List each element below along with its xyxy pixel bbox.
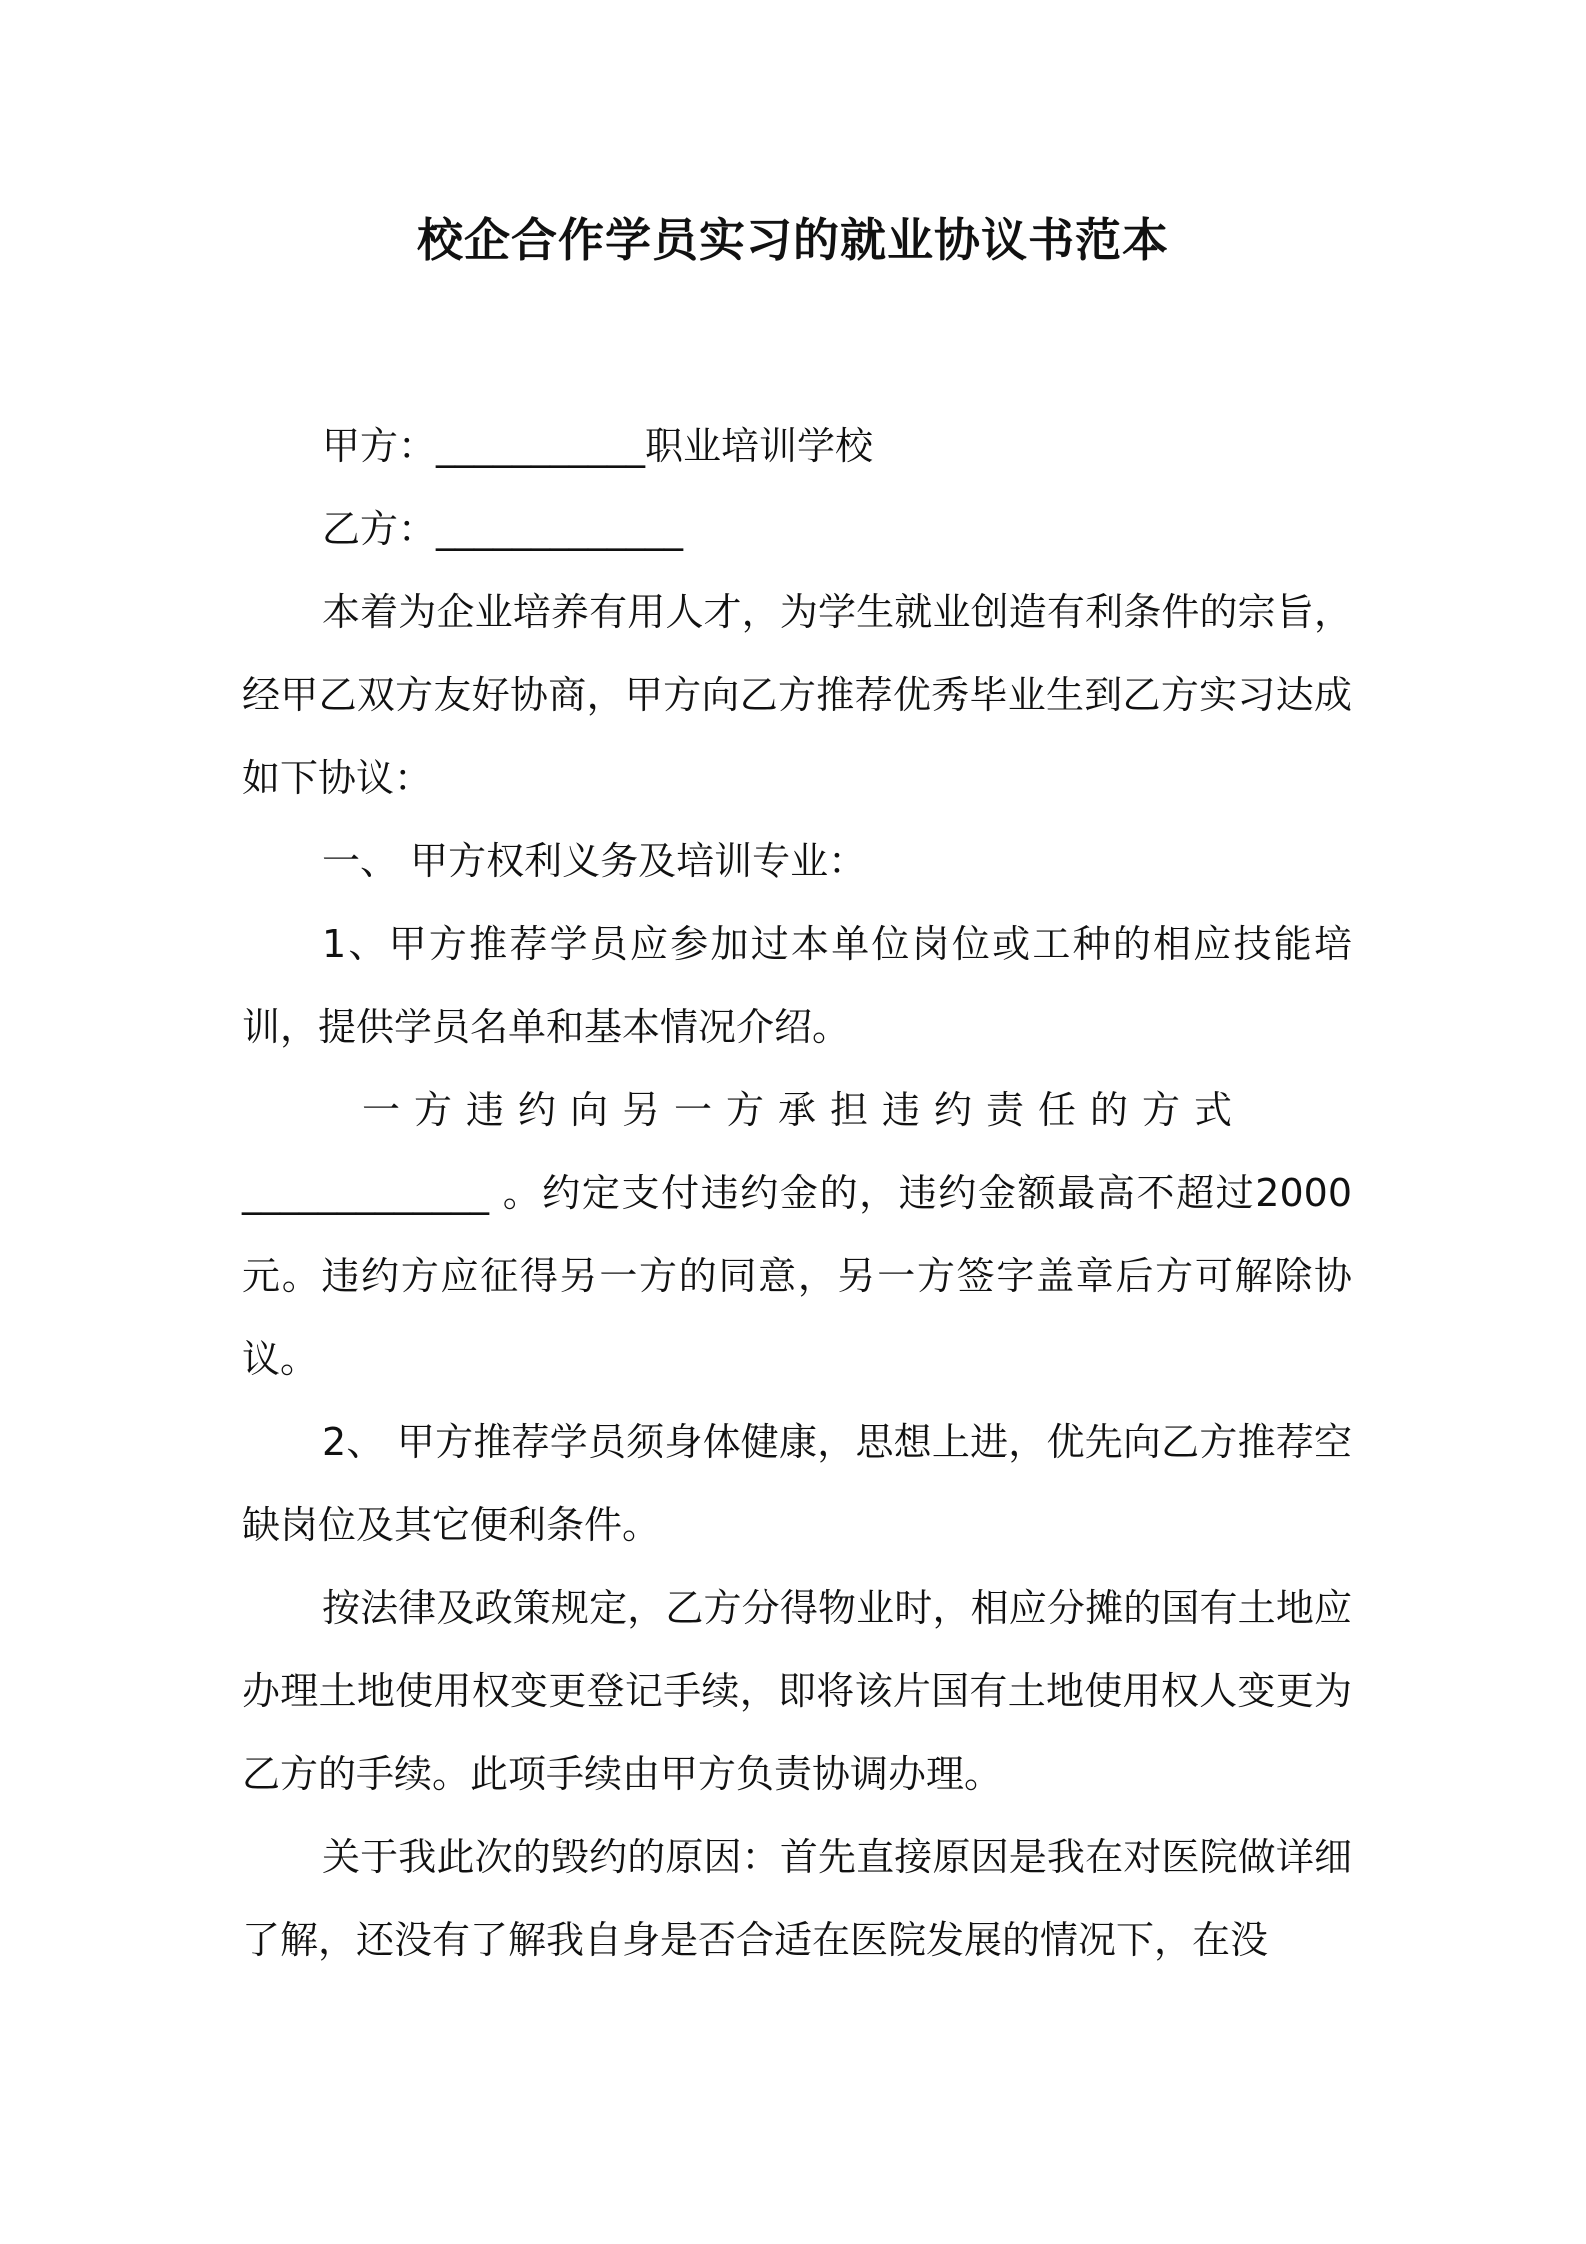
reason-paragraph: 关于我此次的毁约的原因：首先直接原因是我在对医院做详细了解，还没有了解我自身是否合适在医院发展的情况下，在没 (242, 1835, 1352, 1962)
clause-2: 2、 甲方推荐学员须身体健康，思想上进，优先向乙方推荐空缺岗位及其它便利条件。 (242, 1420, 1352, 1547)
intro-paragraph: 本着为企业培养有用人才，为学生就业创造有利条件的宗旨，经甲乙双方友好协商，甲方向乙方推荐优秀毕业生到乙方实习达成如下协议： (242, 590, 1352, 800)
land-paragraph: 按法律及政策规定，乙方分得物业时，相应分摊的国有土地应办理土地使用权变更登记手续，即将该片国有土地使用权人变更为乙方的手续。此项手续由甲方负责协调办理。 (242, 1586, 1352, 1796)
document-title: 校企合作学员实习的就业协议书范本 (417, 213, 1169, 267)
liability-paragraph: _____________ 。约定支付违约金的，违约金额最高不超过2000 元。违约方应征得另一方的同意，另一方签字盖章后方可解除协议。 (242, 1171, 1352, 1381)
clause-1: 1、甲方推荐学员应参加过本单位岗位或工种的相应技能培训，提供学员名单和基本情况介绍。 (242, 922, 1352, 1049)
party-b-line: 乙方：_____________ (322, 507, 684, 551)
section-heading: 一、 甲方权利义务及培训专业： (322, 839, 867, 883)
document-body (242, 405, 1352, 1982)
party-a-line: 甲方：___________职业培训学校 (322, 424, 874, 468)
liability-line: 一方违约向另一方承担违约责任的方式 (362, 1088, 1247, 1132)
